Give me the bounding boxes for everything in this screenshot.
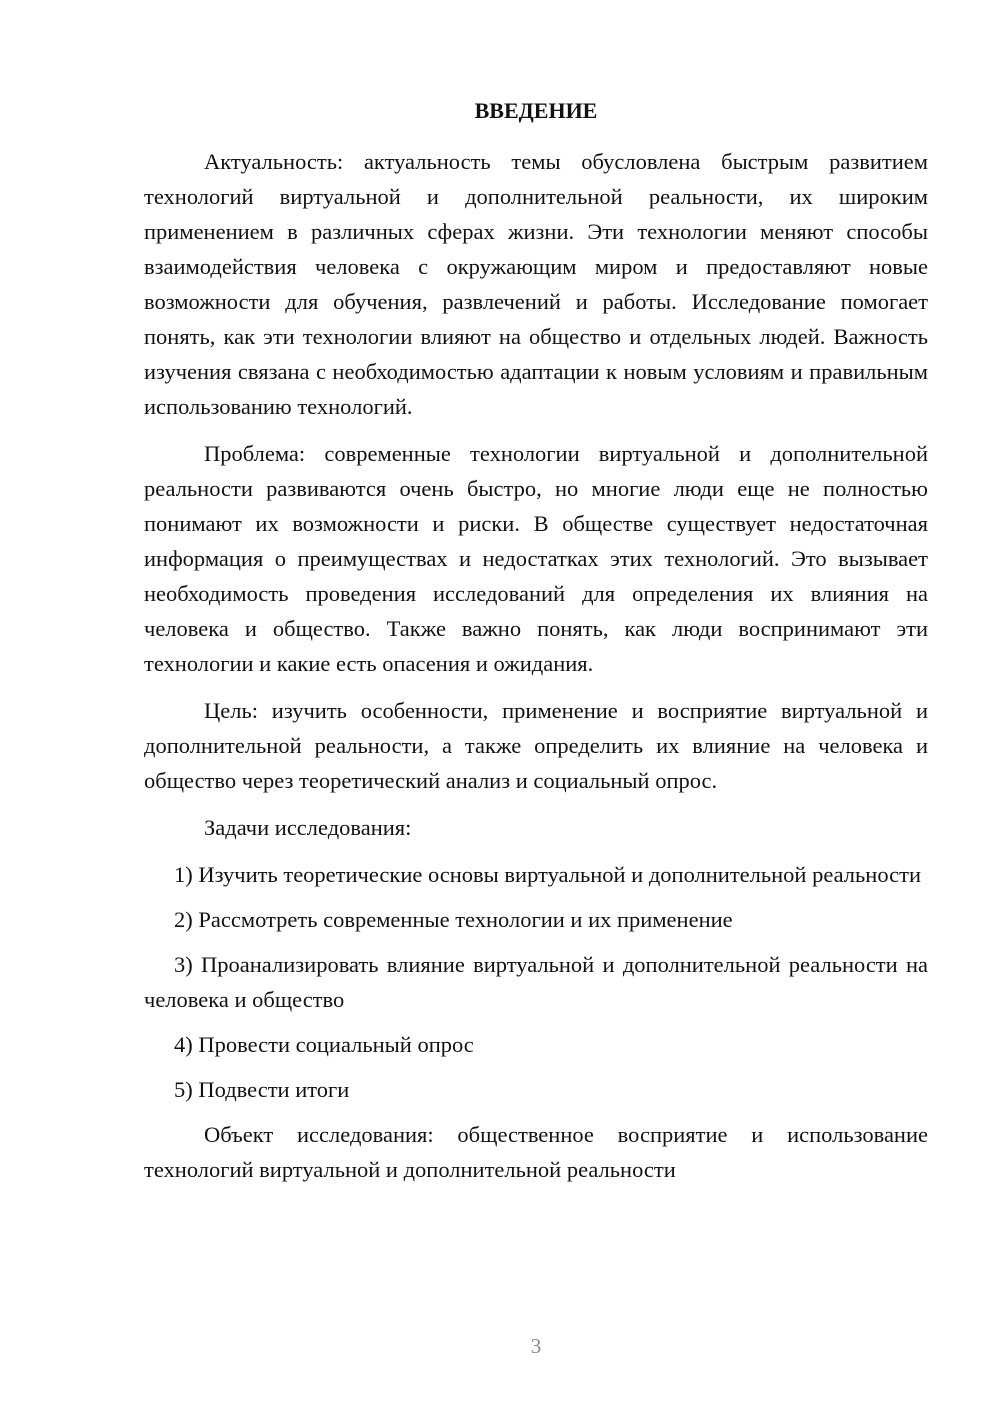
goal-paragraph: Цель: изучить особенности, применение и восприятие виртуальной и дополнительной реальности, а также определить их влияние на человека и общество через теоретический анализ и социальный опрос.: [144, 698, 928, 793]
tasks-heading: Задачи исследования:: [204, 815, 412, 840]
task-item-3: 3) Проанализировать влияние виртуальной и дополнительной реальности на человека и общество: [144, 952, 928, 1012]
page-number: 3: [530, 1334, 542, 1358]
task-item-5: 5) Подвести итоги: [174, 1077, 350, 1102]
object-paragraph: Объект исследования: общественное восприятие и использование технологий виртуальной и дополнительной реальности: [144, 1122, 928, 1182]
page-title: ВВЕДЕНИЕ: [474, 98, 598, 123]
task-item-1: 1) Изучить теоретические основы виртуальной и дополнительной реальности: [174, 862, 921, 887]
document-page: [144, 96, 928, 1199]
task-item-2: 2) Рассмотреть современные технологии и их применение: [174, 907, 733, 932]
task-item-4: 4) Провести социальный опрос: [174, 1032, 474, 1057]
tasks-list: [144, 857, 928, 1107]
problem-paragraph: Проблема: современные технологии виртуальной и дополнительной реальности развиваются очень быстро, но многие люди еще не полностью понимают их возможности и риски. В обществе существует недостаточная информация о преимуществах и недостатках этих технологий. Это вызывает необходимость проведения исследований для определения их влияния на человека и общество. Также важно понять, как люди воспринимают эти технологии и какие есть опасения и ожидания.: [144, 441, 928, 676]
relevance-paragraph: Актуальность: актуальность темы обусловлена быстрым развитием технологий виртуальной и дополнительной реальности, их широким применением в различных сферах жизни. Эти технологии меняют способы взаимодействия человека с окружающим миром и предоставляют новые возможности для обучения, развлечений и работы. Исследование помогает понять, как эти технологии влияют на общество и отдельных людей. Важность изучения связана с необходимостью адаптации к новым условиям и правильным использованию технологий.: [144, 149, 928, 419]
